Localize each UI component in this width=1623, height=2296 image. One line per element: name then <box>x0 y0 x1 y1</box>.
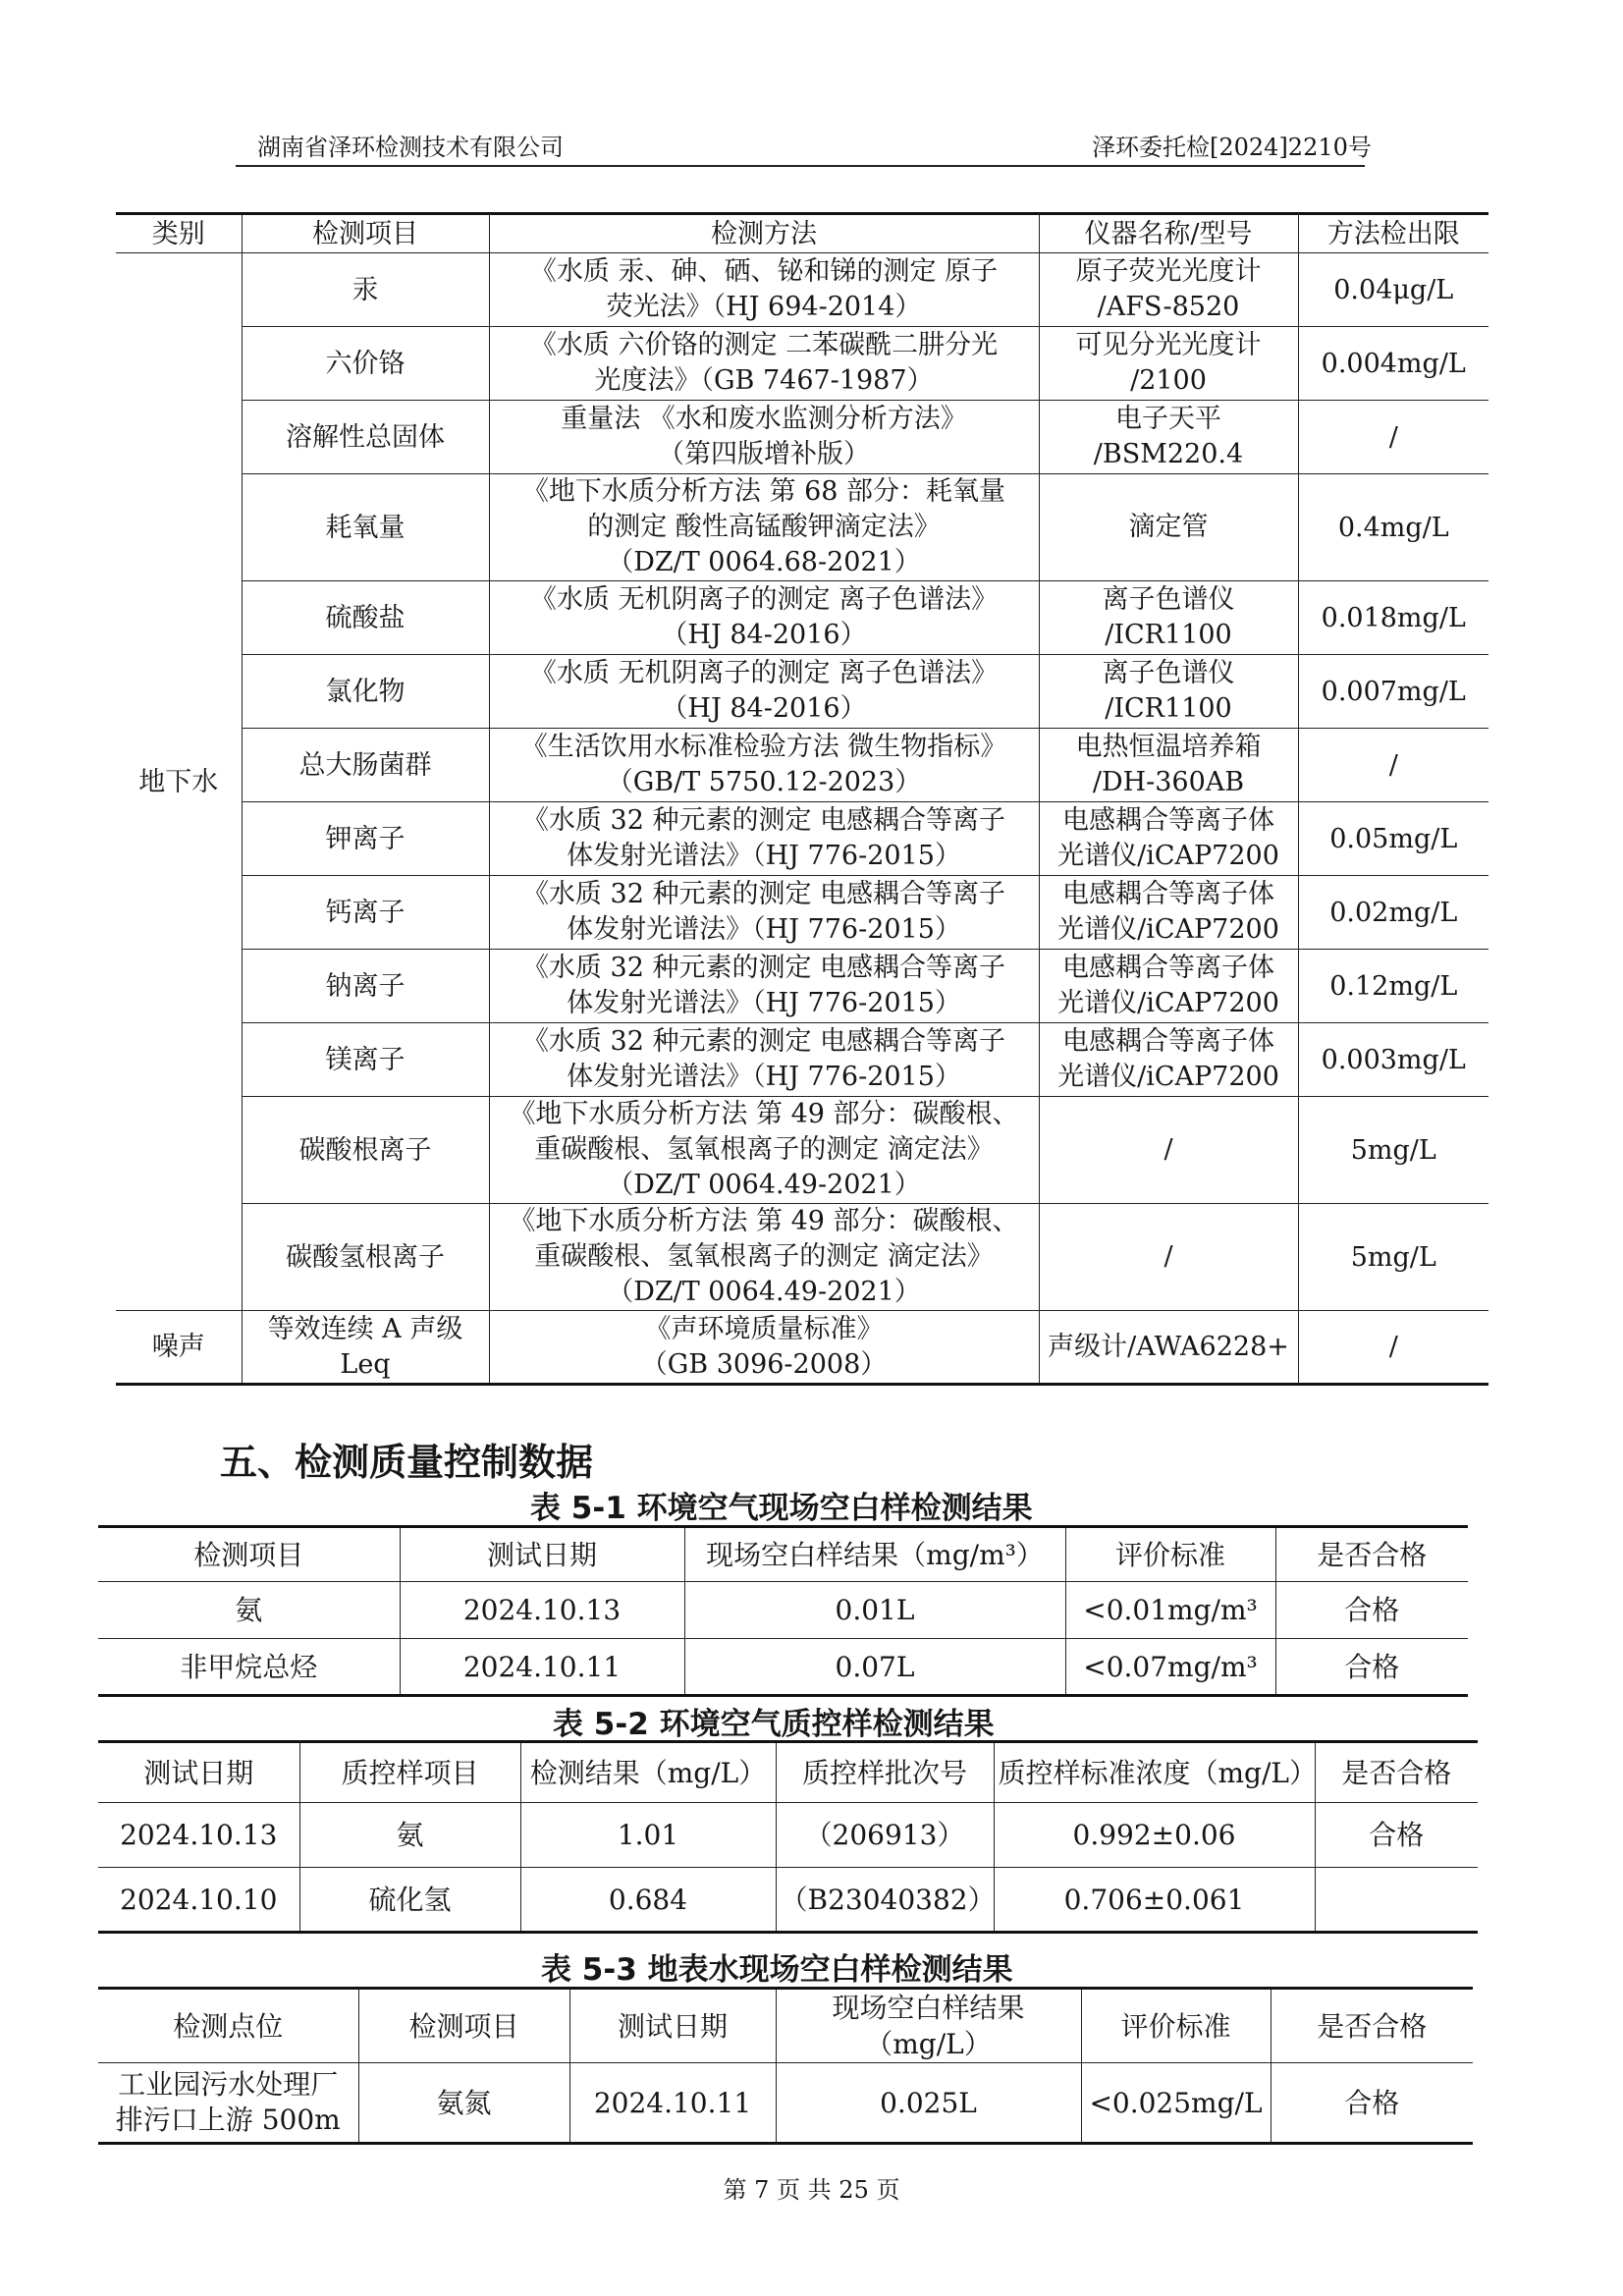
table-5-3 <box>98 1987 1473 2145</box>
column-header: 质控样项目 <box>299 1742 520 1803</box>
cell-line: （DZ/T 0064.68-2021） <box>607 547 921 577</box>
limit-cell: 0.04μg/L <box>1298 253 1488 327</box>
instrument-cell <box>1039 1097 1298 1204</box>
table-cell: 合格 <box>1275 1582 1468 1639</box>
cell-line: 电热恒温培养箱 <box>1075 732 1262 762</box>
table-row <box>98 1639 1468 1696</box>
limit-cell: 0.007mg/L <box>1298 655 1488 729</box>
table-cell: 1.01 <box>520 1803 776 1868</box>
column-header: 类别 <box>116 214 242 253</box>
method-cell <box>489 253 1039 327</box>
header-rule <box>236 165 1365 167</box>
table-cell: 氨 <box>98 1582 400 1639</box>
cell-line: 重量法 《水和废水监测分析方法》 <box>561 404 967 434</box>
cell-line: 重碳酸根、氢氧根离子的测定 滴定法》 <box>534 1134 994 1165</box>
pass-cell: 合格 <box>1315 1803 1478 1868</box>
item-cell: 总大肠菌群 <box>242 729 489 802</box>
column-header: 测试日期 <box>98 1742 299 1803</box>
cell-line: 离子色谱仪 <box>1102 658 1235 688</box>
table-5-1-caption: 表 5-1 环境空气现场空白样检测结果 <box>530 1491 1033 1526</box>
item-cell: 钙离子 <box>242 876 489 950</box>
cell-line: /ICR1100 <box>1105 620 1232 650</box>
table-5-3-caption: 表 5-3 地表水现场空白样检测结果 <box>541 1952 1013 1988</box>
method-cell <box>489 802 1039 876</box>
item-cell: 氨氮 <box>358 2063 569 2144</box>
cell-line: 《水质 32 种元素的测定 电感耦合等离子 <box>521 953 1006 983</box>
column-header: 方法检出限 <box>1298 214 1488 253</box>
cell-line: 荧光法》（HJ 694-2014） <box>606 292 922 322</box>
column-header: 评价标准 <box>1065 1527 1275 1582</box>
table-cell: 0.07L <box>684 1639 1065 1696</box>
cell-line: 《水质 无机阴离子的测定 离子色谱法》 <box>529 658 999 688</box>
table-row <box>116 950 1488 1023</box>
cell-line: 体发射光谱法》（HJ 776-2015） <box>567 988 961 1018</box>
table-cell: 硫化氢 <box>299 1868 520 1933</box>
cell-line: 可见分光光度计 <box>1075 330 1262 360</box>
cell-line: / <box>1163 1134 1173 1165</box>
method-cell <box>489 474 1039 581</box>
header-row <box>116 214 1488 253</box>
item-cell: 钠离子 <box>242 950 489 1023</box>
cell-line: / <box>1163 1241 1173 1272</box>
cell-line: 等效连续 A 声级 <box>267 1313 463 1344</box>
limit-cell: 5mg/L <box>1298 1204 1488 1311</box>
table-cell: 非甲烷总烃 <box>98 1639 400 1696</box>
header-row <box>98 1742 1478 1803</box>
table-row <box>98 1803 1478 1868</box>
limit-cell: / <box>1298 1311 1488 1385</box>
cell-line: /DH-360AB <box>1092 767 1245 797</box>
table-cell: 氨 <box>299 1803 520 1868</box>
table-5-2-caption: 表 5-2 环境空气质控样检测结果 <box>553 1707 995 1742</box>
table-5-2 <box>98 1740 1478 1934</box>
limit-cell: 0.004mg/L <box>1298 327 1488 401</box>
column-header: 测试日期 <box>400 1527 684 1582</box>
instrument-cell <box>1039 876 1298 950</box>
table-row <box>116 401 1488 474</box>
method-cell <box>489 1097 1039 1204</box>
limit-cell: 0.12mg/L <box>1298 950 1488 1023</box>
column-header: 是否合格 <box>1271 1989 1473 2063</box>
cell-line: 工业园污水处理厂 <box>118 2068 339 2101</box>
cell-line: 《声环境质量标准》 <box>644 1313 884 1344</box>
item-cell: 碳酸根离子 <box>242 1097 489 1204</box>
limit-cell: 0.05mg/L <box>1298 802 1488 876</box>
cell-line: （DZ/T 0064.49-2021） <box>607 1277 921 1307</box>
cell-line: 排污口上游 500m <box>115 2104 341 2136</box>
cell-line: 《地下水质分析方法 第 68 部分：耗氧量 <box>521 476 1006 507</box>
cell-line: 电感耦合等离子体 <box>1062 1026 1274 1057</box>
cell-line: 《地下水质分析方法 第 49 部分：碳酸根、 <box>509 1206 1019 1236</box>
method-cell <box>489 327 1039 401</box>
cell-line: 声级计/AWA6228+ <box>1048 1331 1289 1362</box>
instrument-cell <box>1039 802 1298 876</box>
standard-cell: <0.025mg/L <box>1081 2063 1271 2144</box>
cell-line: 《水质 六价铬的测定 二苯碳酰二肼分光 <box>529 330 999 360</box>
cell-line: 光谱仪/iCAP7200 <box>1057 914 1279 945</box>
table-cell: <0.07mg/m³ <box>1065 1639 1275 1696</box>
method-cell <box>489 729 1039 802</box>
instrument-cell <box>1039 474 1298 581</box>
table-cell: 0.684 <box>520 1868 776 1933</box>
limit-cell: 5mg/L <box>1298 1097 1488 1204</box>
cell-line: 《生活饮用水标准检验方法 微生物指标》 <box>520 732 1007 762</box>
table-cell: 合格 <box>1275 1639 1468 1696</box>
table-cell: （206913） <box>776 1803 994 1868</box>
item-cell: 汞 <box>242 253 489 327</box>
column-header: 现场空白样结果（mg/L） <box>776 1989 1081 2063</box>
report-number: 泽环委托检[2024]2210号 <box>1092 134 1372 161</box>
cell-line: 体发射光谱法》（HJ 776-2015） <box>567 1062 961 1092</box>
item-cell: 钾离子 <box>242 802 489 876</box>
method-cell <box>489 581 1039 655</box>
table-cell: 2024.10.10 <box>98 1868 299 1933</box>
column-header: 仪器名称/型号 <box>1039 214 1298 253</box>
method-cell <box>489 401 1039 474</box>
cell-line: 体发射光谱法》（HJ 776-2015） <box>567 841 961 871</box>
cell-line: 电感耦合等离子体 <box>1062 953 1274 983</box>
cell-line: 光谱仪/iCAP7200 <box>1057 1062 1279 1092</box>
table-row <box>116 1204 1488 1311</box>
cell-line: /BSM220.4 <box>1093 439 1244 469</box>
instrument-cell <box>1039 655 1298 729</box>
cell-line: 《水质 32 种元素的测定 电感耦合等离子 <box>521 805 1006 836</box>
table-cell: 0.992±0.06 <box>994 1803 1315 1868</box>
table-row <box>116 253 1488 327</box>
limit-cell: 0.003mg/L <box>1298 1023 1488 1097</box>
table-row <box>116 474 1488 581</box>
cell-line: /2100 <box>1130 365 1207 396</box>
limit-cell: 0.4mg/L <box>1298 474 1488 581</box>
instrument-cell <box>1039 1204 1298 1311</box>
instrument-cell <box>1039 253 1298 327</box>
table-row <box>116 1311 1488 1385</box>
method-cell <box>489 950 1039 1023</box>
cell-line: 光谱仪/iCAP7200 <box>1057 841 1279 871</box>
limit-cell: 0.018mg/L <box>1298 581 1488 655</box>
table-cell: 2024.10.13 <box>400 1582 684 1639</box>
table-row <box>116 327 1488 401</box>
column-header: 检测结果（mg/L） <box>520 1742 776 1803</box>
instrument-cell <box>1039 729 1298 802</box>
instrument-cell <box>1039 1023 1298 1097</box>
cell-line: 电子天平 <box>1115 404 1221 434</box>
method-cell <box>489 1204 1039 1311</box>
methods-table <box>116 212 1488 1386</box>
blank-cell <box>1315 1868 1478 1933</box>
limit-cell: / <box>1298 401 1488 474</box>
table-cell: 2024.10.13 <box>98 1803 299 1868</box>
instrument-cell <box>1039 581 1298 655</box>
cell-line: （GB 3096-2008） <box>640 1348 888 1380</box>
date-cell: 2024.10.11 <box>569 2063 776 2144</box>
cell-line: 滴定管 <box>1128 512 1209 542</box>
instrument-cell <box>1039 327 1298 401</box>
table-cell: <0.01mg/m³ <box>1065 1582 1275 1639</box>
item-cell: 六价铬 <box>242 327 489 401</box>
table-cell: （B23040382） <box>776 1868 994 1933</box>
column-header: 检测项目 <box>242 214 489 253</box>
cell-line: 《水质 汞、砷、硒、铋和锑的测定 原子 <box>529 256 999 287</box>
cell-line: /AFS-8520 <box>1097 292 1240 322</box>
table-cell: 0.706±0.061 <box>994 1868 1315 1933</box>
table-row <box>116 876 1488 950</box>
header-row <box>98 1989 1473 2063</box>
cell-line: 《水质 32 种元素的测定 电感耦合等离子 <box>521 879 1006 909</box>
cell-line: （DZ/T 0064.49-2021） <box>607 1170 921 1200</box>
column-header: 检测项目 <box>98 1527 400 1582</box>
column-header: 是否合格 <box>1315 1742 1478 1803</box>
cell-line: （GB/T 5750.12-2023） <box>606 767 922 797</box>
item-cell: 氯化物 <box>242 655 489 729</box>
cell-line: Leq <box>340 1348 391 1380</box>
cell-line: 体发射光谱法》（HJ 776-2015） <box>567 914 961 945</box>
cell-line: 重碳酸根、氢氧根离子的测定 滴定法》 <box>534 1241 994 1272</box>
pass-cell: 合格 <box>1271 2063 1473 2144</box>
cell-line: （第四版增补版） <box>658 439 870 469</box>
table-row <box>116 655 1488 729</box>
table-row <box>116 1097 1488 1204</box>
company-name: 湖南省泽环检测技术有限公司 <box>257 134 564 161</box>
category-cell: 噪声 <box>116 1311 242 1385</box>
table-row <box>98 1582 1468 1639</box>
table-row <box>116 729 1488 802</box>
column-header: 是否合格 <box>1275 1527 1468 1582</box>
column-header: 检测项目 <box>358 1989 569 2063</box>
method-cell <box>489 1311 1039 1385</box>
table-row <box>116 581 1488 655</box>
instrument-cell <box>1039 1311 1298 1385</box>
item-cell <box>242 1311 489 1385</box>
page-number: 第 7 页 共 25 页 <box>723 2176 900 2204</box>
cell-line: （HJ 84-2016） <box>661 620 867 650</box>
cell-line: 《水质 32 种元素的测定 电感耦合等离子 <box>521 1026 1006 1057</box>
cell-line: /ICR1100 <box>1105 693 1232 724</box>
method-cell <box>489 876 1039 950</box>
table-cell: 2024.10.11 <box>400 1639 684 1696</box>
cell-line: （HJ 84-2016） <box>661 693 867 724</box>
instrument-cell <box>1039 401 1298 474</box>
section-title: 五、检测质量控制数据 <box>220 1441 594 1484</box>
column-header: 质控样标准浓度（mg/L） <box>994 1742 1315 1803</box>
method-cell <box>489 1023 1039 1097</box>
table-row <box>98 1868 1478 1933</box>
item-cell: 碳酸氢根离子 <box>242 1204 489 1311</box>
item-cell: 耗氧量 <box>242 474 489 581</box>
cell-line: 电感耦合等离子体 <box>1062 805 1274 836</box>
item-cell: 硫酸盐 <box>242 581 489 655</box>
cell-line: 光度法》（GB 7467-1987） <box>594 365 934 396</box>
column-header: 检测点位 <box>98 1989 358 2063</box>
result-cell: 0.025L <box>776 2063 1081 2144</box>
table-5-1 <box>98 1525 1468 1697</box>
header-row <box>98 1527 1468 1582</box>
limit-cell: / <box>1298 729 1488 802</box>
location-cell <box>98 2063 358 2144</box>
item-cell: 镁离子 <box>242 1023 489 1097</box>
table-row <box>116 1023 1488 1097</box>
method-cell <box>489 655 1039 729</box>
cell-line: 电感耦合等离子体 <box>1062 879 1274 909</box>
table-row <box>98 2063 1473 2144</box>
table-cell: 0.01L <box>684 1582 1065 1639</box>
column-header: 评价标准 <box>1081 1989 1271 2063</box>
cell-line: 《水质 无机阴离子的测定 离子色谱法》 <box>529 584 999 615</box>
column-header: 现场空白样结果（mg/m³） <box>684 1527 1065 1582</box>
cell-line: 原子荧光光度计 <box>1075 256 1262 287</box>
table-row <box>116 802 1488 876</box>
column-header: 检测方法 <box>489 214 1039 253</box>
instrument-cell <box>1039 950 1298 1023</box>
cell-line: 《地下水质分析方法 第 49 部分：碳酸根、 <box>509 1099 1019 1129</box>
cell-line: 光谱仪/iCAP7200 <box>1057 988 1279 1018</box>
column-header: 质控样批次号 <box>776 1742 994 1803</box>
limit-cell: 0.02mg/L <box>1298 876 1488 950</box>
column-header: 测试日期 <box>569 1989 776 2063</box>
cell-line: 的测定 酸性高锰酸钾滴定法》 <box>587 512 941 542</box>
item-cell: 溶解性总固体 <box>242 401 489 474</box>
cell-line: 离子色谱仪 <box>1102 584 1235 615</box>
category-cell: 地下水 <box>116 253 242 1311</box>
